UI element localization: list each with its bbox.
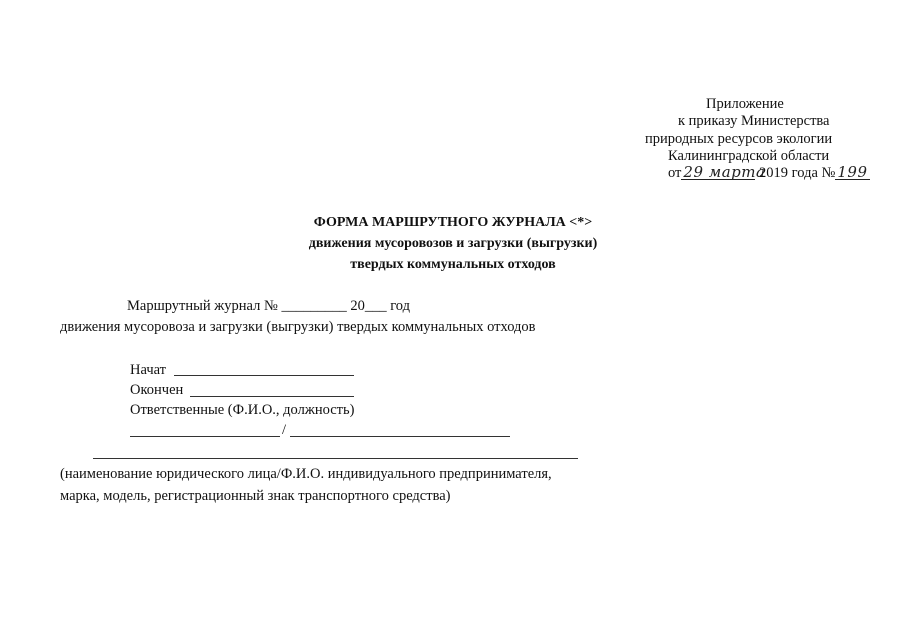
year-text: 2019 года № — [759, 165, 836, 181]
form-subtitle-2: твердых коммунальных отходов — [350, 257, 556, 272]
handwritten-number: 199 — [837, 163, 868, 181]
handwritten-date: 29 марта — [683, 163, 766, 181]
responsible-position-blank-line — [290, 436, 510, 437]
started-blank-line — [174, 375, 354, 376]
started-label: Начат — [130, 362, 167, 378]
responsible-label: Ответственные (Ф.И.О., должность) — [130, 402, 355, 418]
organization-blank-line — [93, 458, 578, 459]
appendix-region-line: Калининградской области — [668, 148, 830, 164]
appendix-date-line — [668, 165, 870, 182]
organization-caption-1: (наименование юридического лица/Ф.И.О. индивидуального предпринимателя, — [60, 466, 552, 482]
appendix-order-line: к приказу Министерства — [678, 113, 830, 129]
date-prefix: от — [668, 165, 682, 181]
journal-description-line: движения мусоровоза и загрузки (выгрузки) твердых коммунальных отходов — [60, 319, 536, 335]
ended-blank-line — [190, 396, 354, 397]
responsible-name-blank-line — [130, 436, 280, 437]
organization-caption-2: марка, модель, регистрационный знак транспортного средства) — [60, 488, 451, 504]
form-subtitle-1: движения мусоровозов и загрузки (выгрузки) — [308, 236, 598, 251]
appendix-ministry-line: природных ресурсов экологии — [645, 131, 833, 147]
responsible-separator: / — [282, 422, 287, 438]
appendix-label: Приложение — [706, 96, 784, 112]
ended-label: Окончен — [130, 382, 184, 398]
form-title: ФОРМА МАРШРУТНОГО ЖУРНАЛА <*> — [313, 215, 593, 230]
journal-number-line: Маршрутный журнал № _________ 20___ год — [127, 298, 410, 314]
